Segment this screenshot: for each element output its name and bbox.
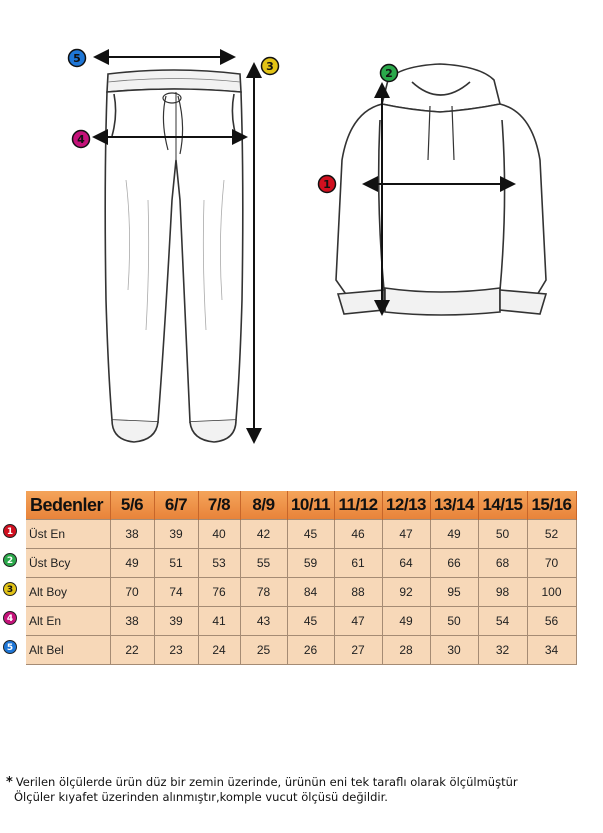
table-cell: 38 [110, 520, 154, 549]
size-chart-table [26, 491, 577, 665]
row-label: Alt Boy [26, 578, 110, 607]
size-header: 14/15 [478, 491, 527, 520]
row-badge-2: 2 [3, 553, 17, 567]
table-cell: 26 [287, 636, 334, 665]
table-cell: 70 [527, 549, 576, 578]
size-header: 13/14 [430, 491, 478, 520]
table-row [26, 607, 576, 636]
table-cell: 22 [110, 636, 154, 665]
header-label: Bedenler [26, 491, 110, 520]
table-cell: 64 [382, 549, 430, 578]
table-cell: 50 [430, 607, 478, 636]
row-badge-4: 4 [3, 611, 17, 625]
size-header: 6/7 [154, 491, 198, 520]
table-cell: 49 [382, 607, 430, 636]
table-cell: 70 [110, 578, 154, 607]
table-cell: 51 [154, 549, 198, 578]
svg-text:1: 1 [323, 178, 331, 191]
table-cell: 45 [287, 520, 334, 549]
table-cell: 27 [334, 636, 382, 665]
table-cell: 76 [198, 578, 240, 607]
row-label: Alt Bel [26, 636, 110, 665]
size-header: 12/13 [382, 491, 430, 520]
table-cell: 49 [110, 549, 154, 578]
table-cell: 25 [240, 636, 287, 665]
row-label: Üst Bcy [26, 549, 110, 578]
table-cell: 54 [478, 607, 527, 636]
table-cell: 41 [198, 607, 240, 636]
svg-text:5: 5 [73, 52, 81, 65]
table-cell: 92 [382, 578, 430, 607]
table-cell: 98 [478, 578, 527, 607]
table-cell: 68 [478, 549, 527, 578]
table-cell: 88 [334, 578, 382, 607]
measurement-note [6, 775, 601, 805]
table-cell: 100 [527, 578, 576, 607]
table-cell: 74 [154, 578, 198, 607]
table-cell: 45 [287, 607, 334, 636]
row-label: Alt En [26, 607, 110, 636]
marker-5-badge [69, 50, 86, 67]
table-cell: 78 [240, 578, 287, 607]
table-cell: 40 [198, 520, 240, 549]
marker-3-badge [262, 58, 279, 75]
marker-1-badge [319, 176, 336, 193]
table-cell: 24 [198, 636, 240, 665]
size-header: 8/9 [240, 491, 287, 520]
size-header: 15/16 [527, 491, 576, 520]
table-cell: 30 [430, 636, 478, 665]
marker-2-badge [381, 65, 398, 82]
row-badge-3: 3 [3, 582, 17, 596]
size-header: 5/6 [110, 491, 154, 520]
marker-4-badge [73, 131, 90, 148]
row-badge-1: 1 [3, 524, 17, 538]
table-cell: 38 [110, 607, 154, 636]
table-cell: 59 [287, 549, 334, 578]
table-cell: 84 [287, 578, 334, 607]
table-cell: 34 [527, 636, 576, 665]
size-header-row [26, 491, 576, 520]
svg-text:3: 3 [266, 60, 274, 73]
size-header: 11/12 [334, 491, 382, 520]
row-badge-5: 5 [3, 640, 17, 654]
table-cell: 55 [240, 549, 287, 578]
table-row [26, 520, 576, 549]
hoodie-drawing [336, 64, 546, 315]
table-cell: 53 [198, 549, 240, 578]
table-cell: 49 [430, 520, 478, 549]
size-header: 7/8 [198, 491, 240, 520]
table-cell: 43 [240, 607, 287, 636]
note-line-1: Verilen ölçülerde ürün düz bir zemin üzerinde, ürünün eni tek taraflı olarak ölçülmüştür [15, 775, 518, 789]
note-line-2: Ölçüler kıyafet üzerinden alınmıştır,komple vucut ölçüsü değildir. [14, 790, 388, 804]
table-cell: 23 [154, 636, 198, 665]
table-cell: 32 [478, 636, 527, 665]
table-cell: 61 [334, 549, 382, 578]
table-cell: 95 [430, 578, 478, 607]
table-cell: 42 [240, 520, 287, 549]
table-cell: 66 [430, 549, 478, 578]
table-row [26, 549, 576, 578]
table-cell: 47 [334, 607, 382, 636]
table-cell: 50 [478, 520, 527, 549]
svg-text:4: 4 [77, 133, 85, 146]
row-label: Üst En [26, 520, 110, 549]
table-row [26, 578, 576, 607]
table-cell: 56 [527, 607, 576, 636]
table-cell: 47 [382, 520, 430, 549]
table-cell: 39 [154, 520, 198, 549]
table-cell: 28 [382, 636, 430, 665]
svg-text:2: 2 [385, 67, 393, 80]
size-header: 10/11 [287, 491, 334, 520]
table-row [26, 636, 576, 665]
table-cell: 52 [527, 520, 576, 549]
pants-drawing [105, 70, 243, 442]
table-cell: 39 [154, 607, 198, 636]
asterisk: * [6, 775, 13, 790]
table-cell: 46 [334, 520, 382, 549]
